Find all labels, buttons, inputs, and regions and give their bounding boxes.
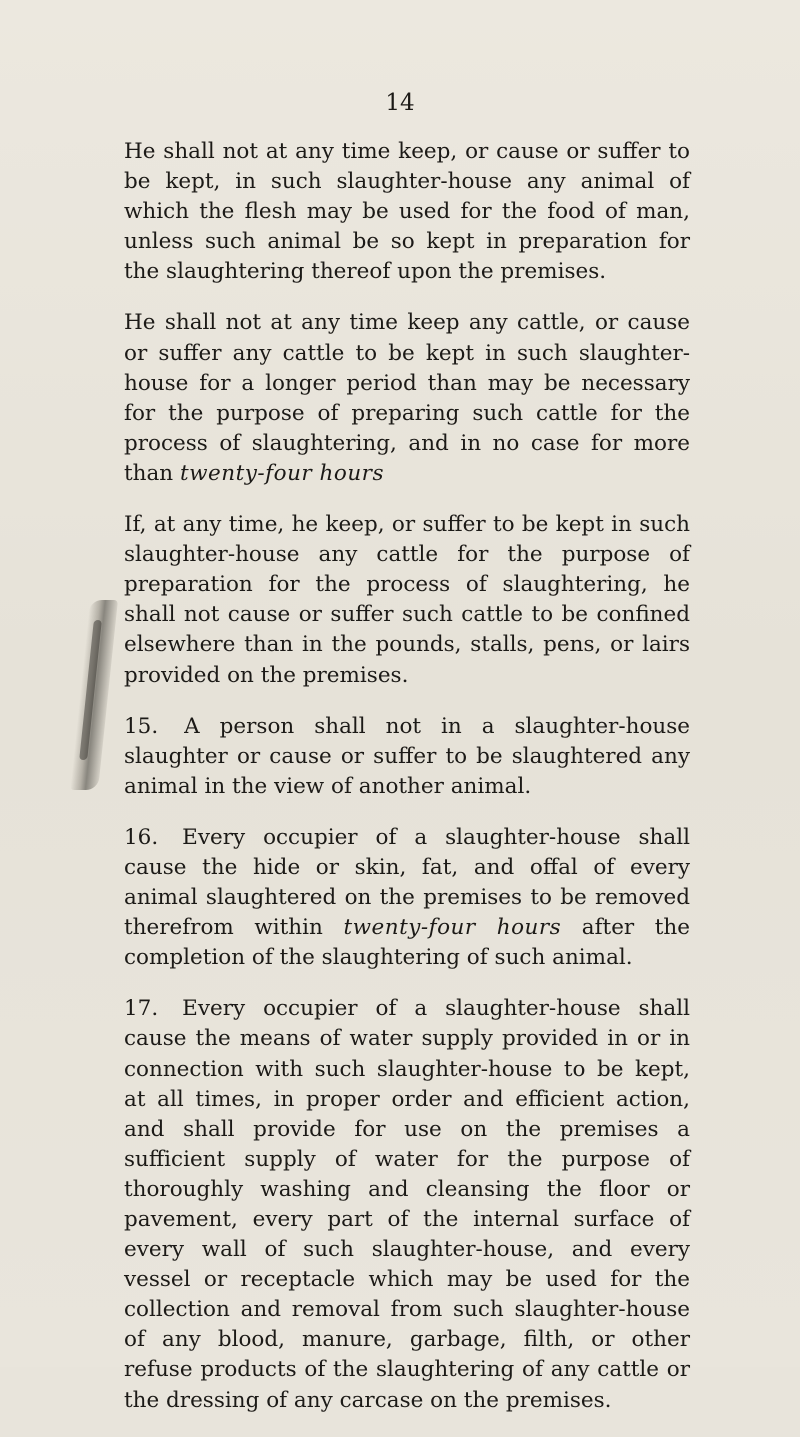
paragraph-text: He shall not at any time keep, or cause or suffer to be kept, in such slaughter-house any animal of which the flesh may be used for the food of man, unless such animal be so kept in preparation for the slaughtering thereof upon the premises. — [124, 139, 690, 285]
paragraph-2 — [124, 308, 690, 489]
paragraph-text: If, at any time, he keep, or suffer to be kept in such slaughter-house any cattle for the purpose of preparation for the process of slaughtering, he shall not cause or suffer such cattle to be confined elsewhere than in the pounds, stalls, pens, or lairs provided on the premises. — [124, 512, 690, 688]
binding-shadow — [70, 600, 118, 790]
section-16 — [124, 823, 690, 973]
section-number: 17. — [124, 996, 159, 1022]
section-number: 15. — [124, 713, 159, 739]
page-number: 14 — [385, 90, 415, 116]
italic-phrase: twenty-four hours — [343, 915, 562, 941]
paragraph-3 — [124, 510, 690, 691]
section-17 — [124, 994, 690, 1415]
paragraph-text-continued: after the completion of the slaughtering of such animal. — [124, 915, 690, 971]
paragraph-1 — [124, 137, 690, 287]
paragraph-text: A person shall not in a slaughter-house slaughter or cause or suffer to be slaughtered any animal in the view of another animal. — [124, 713, 690, 799]
section-number: 16. — [124, 824, 159, 850]
italic-phrase: twenty-four hours — [180, 460, 384, 486]
section-15 — [124, 712, 690, 802]
paragraph-text: He shall not at any time keep any cattle, or cause or suffer any cattle to be kept in such slaughter-house for a longer period than may be necessary for the purpose of preparing such cattle for the process of slaughtering, and in no case for more than — [124, 310, 690, 486]
body-text — [124, 137, 690, 1437]
paragraph-text: Every occupier of a slaughter-house shall cause the hide or skin, fat, and offal of every animal slaughtered on the premises to be removed therefrom within — [124, 824, 690, 941]
paragraph-text: Every occupier of a slaughter-house shall cause the means of water supply provided in or in connection with such slaughter-house to be kept, at all times, in proper order and efficient action, and shall provide for use on the premises a sufficient supply of water for the purpose of thoroughly washing and cleansing the floor or pavement, every part of the internal surface of every wall of such slaughter-house, and every vessel or receptacle which may be used for the collection and removal from such slaughter-house of any blood, manure, garbage, filth, or other refuse products of the slaughtering of any cattle or the dressing of any carcase on the premises. — [124, 996, 690, 1413]
